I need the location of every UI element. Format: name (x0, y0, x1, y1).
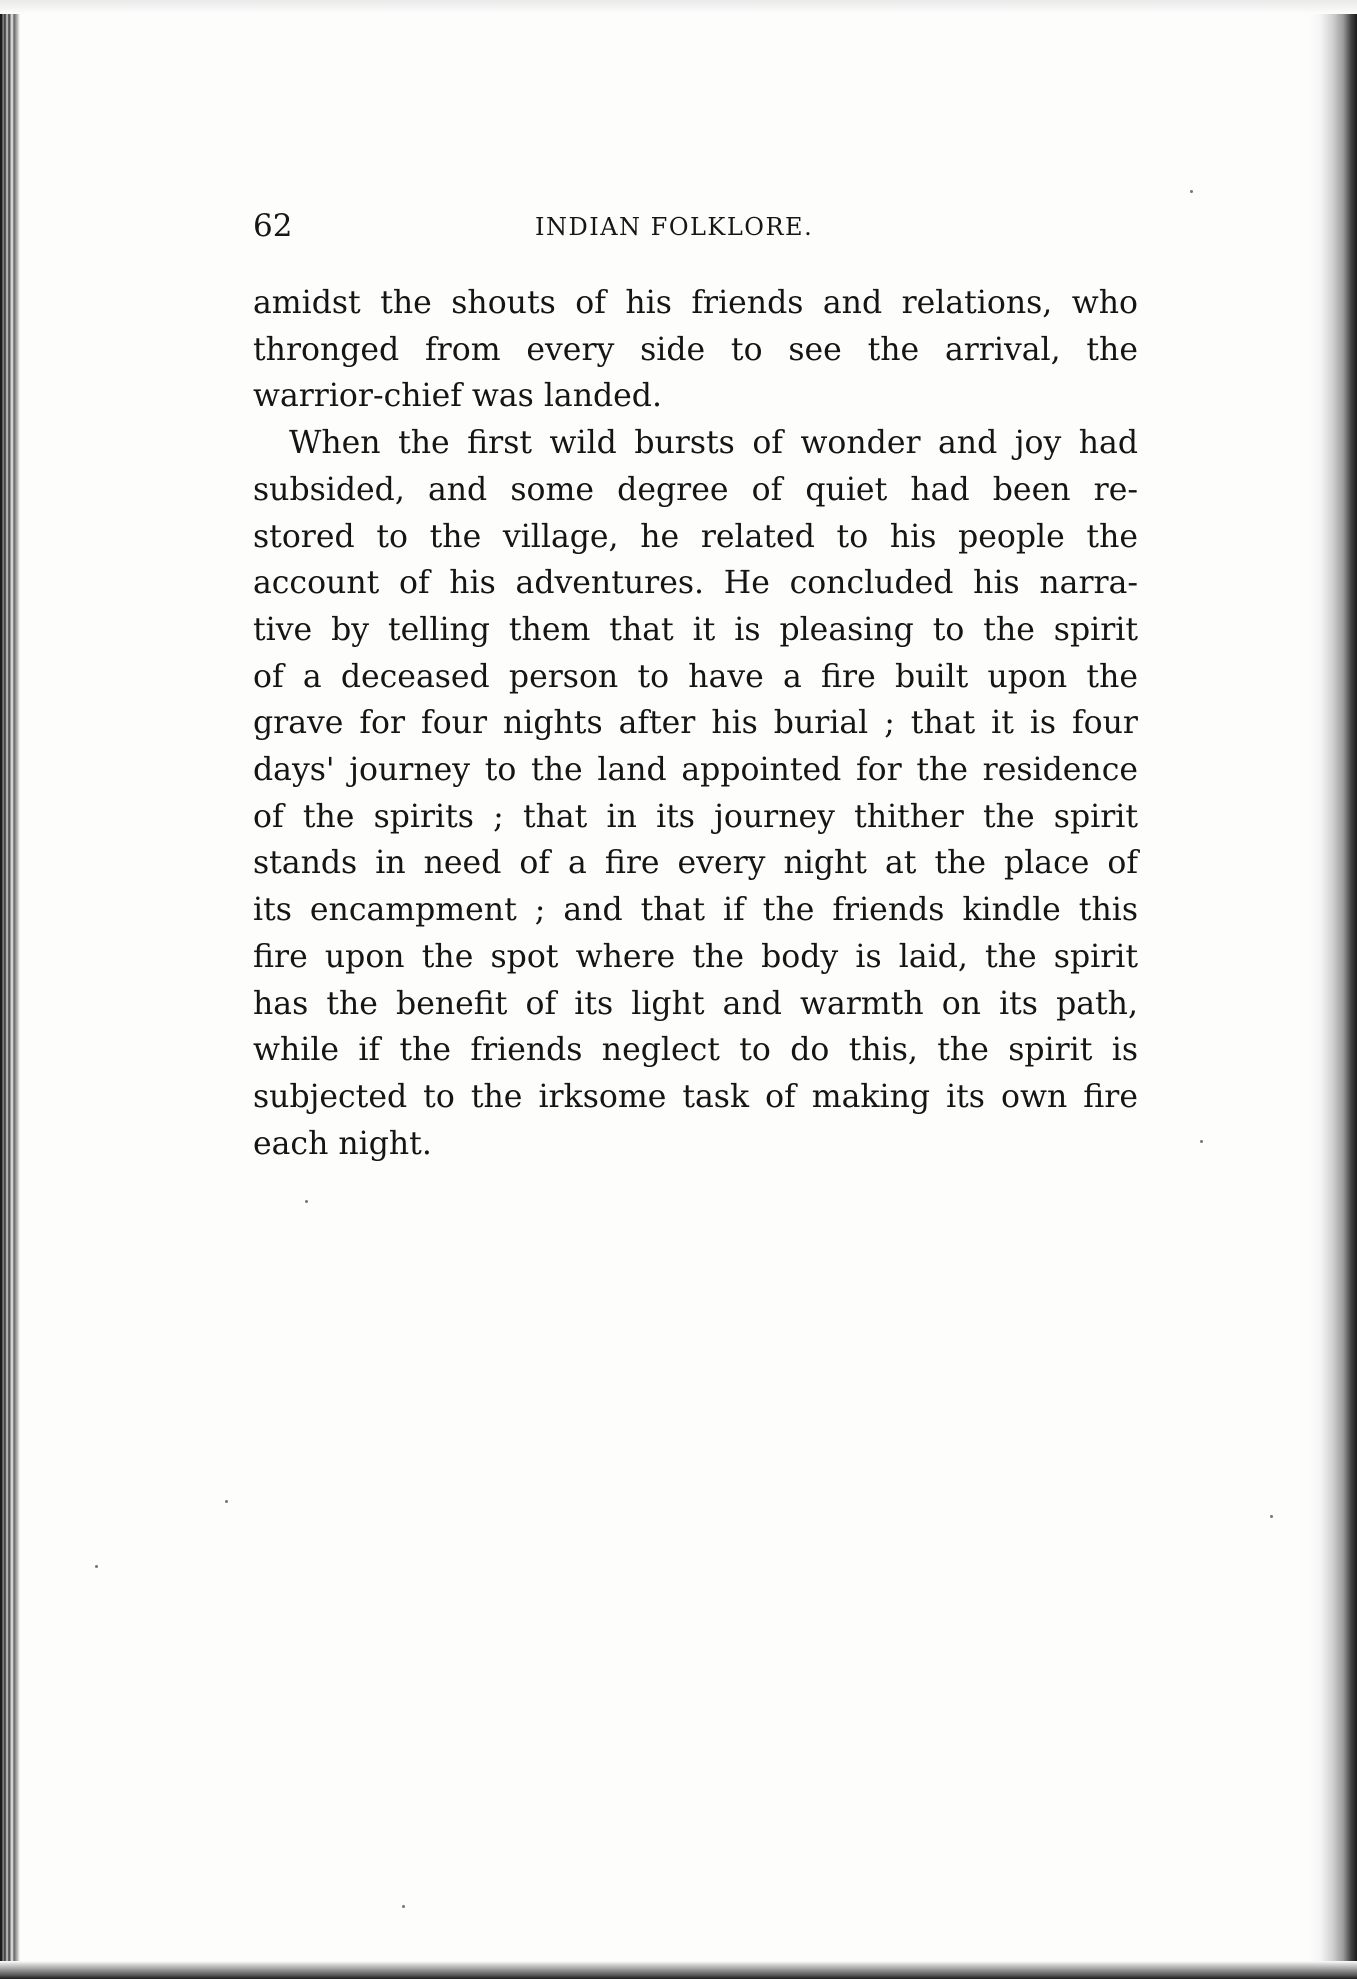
scan-edge-top (0, 0, 1357, 14)
paragraph-2 (253, 420, 1138, 1167)
dust-speck (1190, 190, 1193, 193)
scan-edge-right (1309, 0, 1357, 1979)
text-line: warrior-chief was landed. (253, 378, 662, 415)
page-number: 62 (253, 208, 293, 244)
text-line: amidst the shouts of his friends and relations, who (253, 285, 1138, 321)
dust-speck (1200, 1140, 1203, 1143)
dust-speck (1270, 1515, 1273, 1518)
text-line: its encampment ; and that if the friends kindle this (253, 892, 1138, 929)
dust-speck (402, 1905, 405, 1908)
dust-speck (95, 1565, 98, 1568)
text-line: grave for four nights after his burial ; that it is four (253, 705, 1138, 742)
text-line: fire upon the spot where the body is laid, the spirit (253, 938, 1138, 975)
text-line: has the benefit of its light and warmth on its path, (253, 985, 1138, 1022)
text-line: account of his adventures. He concluded his narra- (253, 565, 1138, 602)
text-line: subsided, and some degree of quiet had been re- (253, 471, 1138, 508)
text-line: stored to the village, he related to his people the (253, 518, 1138, 555)
text-line: thronged from every side to see the arrival, the (253, 331, 1138, 368)
paragraph-1 (253, 280, 1138, 420)
text-line: subjected to the irksome task of making its own fire (253, 1078, 1138, 1115)
running-title: INDIAN FOLKLORE. (535, 213, 814, 241)
text-line: stands in need of a fire every night at the place of (253, 845, 1138, 882)
body-text (253, 280, 1138, 1167)
scan-edge-bottom (0, 1961, 1357, 1979)
text-line: tive by telling them that it is pleasing to the spirit (253, 611, 1138, 648)
text-line: while if the friends neglect to do this, the spirit is (253, 1032, 1138, 1069)
text-line: of a deceased person to have a fire built upon the (253, 658, 1138, 695)
text-line: When the first wild bursts of wonder and joy had (289, 425, 1138, 462)
running-head (253, 206, 1143, 246)
text-line: days' journey to the land appointed for the residence (253, 752, 1138, 789)
dust-speck (305, 1200, 308, 1203)
text-line: of the spirits ; that in its journey thither the spirit (253, 798, 1138, 835)
scan-edge-left (0, 0, 28, 1979)
dust-speck (225, 1500, 228, 1503)
text-line: each night. (253, 1125, 432, 1162)
